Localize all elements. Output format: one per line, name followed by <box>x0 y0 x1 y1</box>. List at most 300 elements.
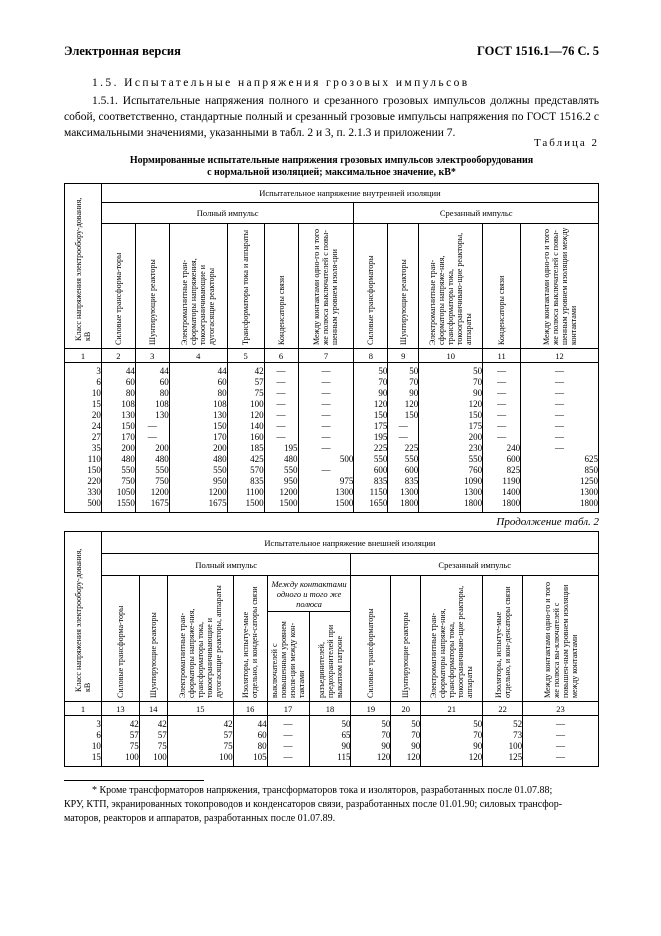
table-cell: 57 <box>167 730 233 741</box>
class-header-2: Класс напряжения электрообору-дования, кВ <box>73 548 92 692</box>
table-row <box>65 377 599 388</box>
column-number: 15 <box>167 702 233 716</box>
table-cell: 120 <box>227 410 264 421</box>
table-cell: 100 <box>167 752 233 767</box>
table-row <box>65 443 599 454</box>
table-cell: 3 <box>65 716 102 731</box>
header-left: Электронная версия <box>64 44 181 58</box>
table-cell: 835 <box>227 476 264 487</box>
table-cell: 73 <box>483 730 523 741</box>
table-2 <box>64 183 599 513</box>
table-cell: 60 <box>101 377 135 388</box>
table-cell: 150 <box>65 465 102 476</box>
table-cell: 42 <box>227 363 264 378</box>
table-row <box>65 388 599 399</box>
table-cell: 90 <box>309 741 351 752</box>
table-cell: 1300 <box>298 487 354 498</box>
table-row <box>65 432 599 443</box>
table-cell: 75 <box>139 741 167 752</box>
table-cell: 600 <box>388 465 419 476</box>
table-cell: 240 <box>483 443 521 454</box>
table-cell: — <box>521 410 599 421</box>
table-cell: 570 <box>227 465 264 476</box>
column-header-cell <box>101 224 135 349</box>
table-cell: 70 <box>354 377 388 388</box>
table-cell: — <box>521 399 599 410</box>
column-header-cell <box>135 224 169 349</box>
table-cell: — <box>267 741 309 752</box>
table-cell: 35 <box>65 443 102 454</box>
table-cell: — <box>135 421 169 432</box>
table-cell: — <box>267 716 309 731</box>
table-cell: 75 <box>227 388 264 399</box>
table-row <box>65 498 599 513</box>
column-header-cell <box>264 224 298 349</box>
table-cell: 200 <box>135 443 169 454</box>
column-header: Силовые трансформа-торы <box>115 605 125 698</box>
table-cell: 50 <box>354 363 388 378</box>
table-cell: 70 <box>388 377 419 388</box>
table-cell: 60 <box>169 377 227 388</box>
column-number: 18 <box>309 702 351 716</box>
table-cell: 750 <box>101 476 135 487</box>
table-cell: 1500 <box>264 498 298 513</box>
group-header-2: Испытательное напряжение внешней изоляции <box>101 532 598 554</box>
table-cell: 42 <box>167 716 233 731</box>
column-header: Шунтирующие реакторы <box>148 612 158 698</box>
column-header-cell <box>167 576 233 702</box>
cut-impulse-header-2: Срезанный импульс <box>351 554 599 576</box>
column-number: 23 <box>523 702 599 716</box>
table-cell: 825 <box>483 465 521 476</box>
column-number: 7 <box>298 349 354 363</box>
table-cell: 170 <box>169 432 227 443</box>
column-number: 5 <box>227 349 264 363</box>
table-cell: 150 <box>388 410 419 421</box>
table-cell: 550 <box>388 454 419 465</box>
footnote-rule <box>64 780 204 781</box>
column-number: 16 <box>233 702 267 716</box>
table-cell: 625 <box>521 454 599 465</box>
table-cell: 42 <box>101 716 139 731</box>
table-cell: 70 <box>391 730 421 741</box>
column-header: Электромагнитные тран-сформаторы напряже-ния, трансформаторы тока, токоограничиваю-щие реакторы, аппараты <box>429 585 475 698</box>
table-cell: 850 <box>521 465 599 476</box>
table-cell: 1090 <box>419 476 483 487</box>
footnote-line1: * Кроме трансформаторов напряжения, трансформаторов тока и изоляторов, разработанных после 01.07.88; <box>92 785 553 796</box>
column-header-cell <box>351 576 391 702</box>
table-cell: 100 <box>139 752 167 767</box>
table-cell: 130 <box>135 410 169 421</box>
column-header: Конденсаторы связи <box>497 275 507 345</box>
table-cell: 1675 <box>169 498 227 513</box>
table-cell: 1800 <box>419 498 483 513</box>
table-cell: 1200 <box>264 487 298 498</box>
table-cell: — <box>523 752 599 767</box>
table-cell: 1675 <box>135 498 169 513</box>
table-cell: 90 <box>391 741 421 752</box>
column-header: разъединителей, предохранителей при выкатном патроне <box>316 624 344 698</box>
table-cell: 1190 <box>483 476 521 487</box>
table-cell: 175 <box>354 421 388 432</box>
class-header-cell-2 <box>65 532 102 702</box>
column-header-cell <box>267 612 309 702</box>
table-row <box>65 410 599 421</box>
table-cell: 70 <box>351 730 391 741</box>
table-cell: — <box>388 432 419 443</box>
column-number: 2 <box>101 349 135 363</box>
table-cell: 110 <box>65 454 102 465</box>
column-number: 6 <box>264 349 298 363</box>
table-cell: 230 <box>419 443 483 454</box>
column-header-cell <box>483 576 523 702</box>
table-cell: 600 <box>354 465 388 476</box>
table-cell: — <box>523 716 599 731</box>
table-cell: 1300 <box>388 487 419 498</box>
table-cell: — <box>298 432 354 443</box>
column-header: Электромагнитные тран-сформаторы напряже-ния, трансформаторы тока, токоограничивающие и дугогасящие реакторы, аппараты <box>177 585 223 698</box>
column-header: Между контактами одно-го и того же полюса выключателей с повы-шенным уровнем изоляции между контактами <box>541 227 578 345</box>
table-cell: 108 <box>169 399 227 410</box>
table-cell: 65 <box>309 730 351 741</box>
table-cell: 1800 <box>388 498 419 513</box>
table-row <box>65 454 599 465</box>
table-cell: 125 <box>483 752 523 767</box>
table-cell: — <box>264 410 298 421</box>
table-cell: 950 <box>264 476 298 487</box>
table-cell: — <box>298 421 354 432</box>
table-cell: 175 <box>419 421 483 432</box>
column-header: Трансформаторы тока и аппараты <box>241 229 251 345</box>
table-cell: 185 <box>227 443 264 454</box>
table-cell: — <box>298 410 354 421</box>
table-row <box>65 730 599 741</box>
column-header-cell <box>388 224 419 349</box>
column-header-cell <box>523 576 599 702</box>
table-cell: — <box>483 399 521 410</box>
table-cell: 1500 <box>227 498 264 513</box>
table-cell: 550 <box>354 454 388 465</box>
column-header-cell <box>391 576 421 702</box>
column-number: 22 <box>483 702 523 716</box>
table-row <box>65 716 599 731</box>
table-cell: 60 <box>135 377 169 388</box>
table-cell: 550 <box>135 465 169 476</box>
table-cell: 1050 <box>101 487 135 498</box>
table-cell: — <box>483 377 521 388</box>
table-cell: 120 <box>388 399 419 410</box>
table-cell: 100 <box>101 752 139 767</box>
table-cell: — <box>521 443 599 454</box>
table-cell: 330 <box>65 487 102 498</box>
continuation-label: Продолжение табл. 2 <box>496 516 599 528</box>
table-cell: — <box>521 432 599 443</box>
table-cell: 1550 <box>101 498 135 513</box>
table-cell: — <box>483 363 521 378</box>
table-cell: — <box>521 388 599 399</box>
column-number: 13 <box>101 702 139 716</box>
column-header-cell <box>421 576 483 702</box>
table-cell: 105 <box>233 752 267 767</box>
column-number: 20 <box>391 702 421 716</box>
full-impulse-header: Полный импульс <box>101 203 353 224</box>
table-cell: 480 <box>101 454 135 465</box>
table-cell: 550 <box>101 465 135 476</box>
table-cell: 225 <box>388 443 419 454</box>
table-cell: — <box>523 730 599 741</box>
table-cell: — <box>264 399 298 410</box>
table-cell: 550 <box>264 465 298 476</box>
column-number: 19 <box>351 702 391 716</box>
table-cell: — <box>298 363 354 378</box>
table-cell: 90 <box>419 388 483 399</box>
column-header: Конденсаторы связи <box>276 275 286 345</box>
table-cell: — <box>264 377 298 388</box>
table-cell: 10 <box>65 741 102 752</box>
table-cell: 200 <box>419 432 483 443</box>
table-cell: 6 <box>65 377 102 388</box>
table-cell: 1400 <box>483 487 521 498</box>
table-cell: 140 <box>227 421 264 432</box>
table-cell: 975 <box>298 476 354 487</box>
table-cell: 80 <box>135 388 169 399</box>
table-row <box>65 399 599 410</box>
table-cell: 1800 <box>521 498 599 513</box>
table-cell: 750 <box>135 476 169 487</box>
table-row <box>65 465 599 476</box>
column-header-cell <box>309 612 351 702</box>
table-cell: 480 <box>135 454 169 465</box>
table-cell: 480 <box>169 454 227 465</box>
column-header: Электромагнитные тран-сформаторы напряжения, токоограничивающие и дугогасящие реакторы <box>180 258 217 345</box>
footnote-line2: КРУ, КТП, экранированных токопроводов и конденсаторов связи, разработанных после 01.01.90; силовых трансфор- <box>64 799 563 810</box>
table-cell: — <box>267 752 309 767</box>
table-cell: 44 <box>169 363 227 378</box>
table-cell: 120 <box>419 399 483 410</box>
table-cell: 950 <box>169 476 227 487</box>
table-cell: 1200 <box>135 487 169 498</box>
table-cell: — <box>264 388 298 399</box>
table-cell: 500 <box>298 454 354 465</box>
table-cell: 1300 <box>419 487 483 498</box>
column-header: Силовые трансформаторы <box>366 255 376 345</box>
table-cell: 6 <box>65 730 102 741</box>
table-cell: 1650 <box>354 498 388 513</box>
table-cell: 480 <box>264 454 298 465</box>
table-title-line1: Нормированные испытательные напряжения грозовых импульсов электрооборудования <box>129 155 534 166</box>
table-cell: 500 <box>65 498 102 513</box>
column-header: Силовые трансформаторы <box>366 608 376 698</box>
table-cell: 42 <box>139 716 167 731</box>
table-cell: 90 <box>421 741 483 752</box>
table-cell: 80 <box>233 741 267 752</box>
class-header: Класс напряжения электрообору-дования, кВ <box>73 197 92 341</box>
table-cell: 120 <box>354 399 388 410</box>
group-header: Испытательное напряжение внутренней изоляции <box>101 184 598 203</box>
table-cell: 50 <box>421 716 483 731</box>
table-cell: — <box>264 421 298 432</box>
table-cell: 170 <box>101 432 135 443</box>
table-cell: 130 <box>169 410 227 421</box>
table-cell: — <box>298 443 354 454</box>
table-cell: 108 <box>101 399 135 410</box>
column-number: 1 <box>65 349 102 363</box>
footnote-line3: маторов, реакторов и аппаратов, разработанных после 01.07.89. <box>64 813 336 824</box>
table-cell: — <box>298 399 354 410</box>
table-label: Таблица 2 <box>533 137 599 149</box>
table-cell: 200 <box>169 443 227 454</box>
column-header-cell <box>298 224 354 349</box>
table-cell: 120 <box>391 752 421 767</box>
table-cell: — <box>483 410 521 421</box>
table-cell: 550 <box>169 465 227 476</box>
table-cell: 1300 <box>521 487 599 498</box>
table-cell: — <box>298 465 354 476</box>
column-header: Шунтирующие реакторы <box>398 259 408 345</box>
column-number: 14 <box>139 702 167 716</box>
table-cell: — <box>521 421 599 432</box>
table-cell: 57 <box>139 730 167 741</box>
table-cell: 3 <box>65 363 102 378</box>
table-row <box>65 421 599 432</box>
column-header: Шунтирующие реакторы <box>147 259 157 345</box>
table-cell: 120 <box>351 752 391 767</box>
table-cell: 50 <box>388 363 419 378</box>
table-cell: 60 <box>233 730 267 741</box>
table-2-continued <box>64 531 599 767</box>
column-number: 11 <box>483 349 521 363</box>
column-header-cell <box>101 576 139 702</box>
table-cell: 100 <box>483 741 523 752</box>
table-cell: 44 <box>233 716 267 731</box>
column-header: Между контактами одно-го и того же полюса вы-ключателей с повышен-ным уровнем изоляции между контактами <box>542 582 579 698</box>
column-number: 10 <box>419 349 483 363</box>
column-header: выключателей с повышенным уровнем изоля-ции между кон-тактами <box>270 621 307 698</box>
column-number: 3 <box>135 349 169 363</box>
table-cell: 75 <box>101 741 139 752</box>
table-cell: 600 <box>483 454 521 465</box>
table-cell: — <box>298 377 354 388</box>
table-cell: 70 <box>419 377 483 388</box>
table-cell: 90 <box>351 741 391 752</box>
table-title-line2: с нормальной изоляцией; максимальное значение, кВ* <box>207 167 456 178</box>
table-cell: 50 <box>309 716 351 731</box>
table-cell: — <box>521 377 599 388</box>
table-cell: — <box>298 388 354 399</box>
table-cell: 70 <box>421 730 483 741</box>
column-header: Шунтирующие реакторы <box>401 612 411 698</box>
table-cell: — <box>483 421 521 432</box>
table-cell: 20 <box>65 410 102 421</box>
table-cell: 760 <box>419 465 483 476</box>
column-number: 1 <box>65 702 102 716</box>
section-paragraph: 1.5.1. Испытательные напряжения полного и срезанного грозовых импульсов должны представлять собой, соответственно, стандартные полный и срезанный грозовые импульсы напряжения по ГОСТ 1516.2 с максимальными значениями, указанными в табл. 2 и 3, п. 2.1.3 и приложении 7. <box>64 95 599 139</box>
table-cell: 220 <box>65 476 102 487</box>
table-row <box>65 741 599 752</box>
table-cell: 80 <box>101 388 135 399</box>
table-cell: — <box>483 388 521 399</box>
column-number: 8 <box>354 349 388 363</box>
full-impulse-header-2: Полный импульс <box>101 554 351 576</box>
table-row <box>65 476 599 487</box>
table-cell: 10 <box>65 388 102 399</box>
table-cell: 108 <box>135 399 169 410</box>
table-cell: — <box>483 432 521 443</box>
column-number: 12 <box>521 349 599 363</box>
table-cell: — <box>388 421 419 432</box>
table-cell: 1800 <box>483 498 521 513</box>
between-contacts-header: Между контактами одного и того же полюса <box>267 576 351 612</box>
class-header-cell <box>65 184 102 349</box>
table-cell: 115 <box>309 752 351 767</box>
table-cell: 150 <box>419 410 483 421</box>
table-cell: 57 <box>101 730 139 741</box>
table-cell: 52 <box>483 716 523 731</box>
table-cell: 57 <box>227 377 264 388</box>
table-cell: 1150 <box>354 487 388 498</box>
table-cell: 15 <box>65 752 102 767</box>
table-cell: 195 <box>354 432 388 443</box>
column-header-cell <box>169 224 227 349</box>
column-header: Электромагнитные тран-сформаторы напряже-ния, трансформаторы тока, токоограничиваю-щие реакторы, аппараты <box>428 232 474 345</box>
table-cell: 150 <box>101 421 135 432</box>
table-cell: 150 <box>354 410 388 421</box>
table-cell: 100 <box>227 399 264 410</box>
table-row <box>65 752 599 767</box>
table-cell: — <box>521 363 599 378</box>
table-cell: 835 <box>388 476 419 487</box>
header-right: ГОСТ 1516.1—76 С. 5 <box>476 44 599 58</box>
table-cell: 27 <box>65 432 102 443</box>
column-header-cell <box>354 224 388 349</box>
column-number: 21 <box>421 702 483 716</box>
table-cell: — <box>264 363 298 378</box>
table-cell: 50 <box>391 716 421 731</box>
table-cell: 200 <box>101 443 135 454</box>
footnote <box>64 784 604 826</box>
table-cell: 550 <box>419 454 483 465</box>
table-cell: 90 <box>388 388 419 399</box>
table-cell: — <box>267 730 309 741</box>
column-number: 17 <box>267 702 309 716</box>
table-cell: 1500 <box>298 498 354 513</box>
table-row <box>65 487 599 498</box>
table-cell: 195 <box>264 443 298 454</box>
table-cell: 50 <box>351 716 391 731</box>
table-cell: 75 <box>167 741 233 752</box>
table-cell: 24 <box>65 421 102 432</box>
column-header: Изоляторы, испытуе-мые отдельно, и кон-денсаторы связи <box>493 586 512 698</box>
table-cell: — <box>523 741 599 752</box>
table-cell: 44 <box>101 363 135 378</box>
table-cell: 44 <box>135 363 169 378</box>
table-cell: 90 <box>354 388 388 399</box>
column-header: Силовые трансформа-торы <box>113 252 123 345</box>
column-header-cell <box>483 224 521 349</box>
table-cell: 50 <box>419 363 483 378</box>
table-cell: 150 <box>169 421 227 432</box>
table-cell: 1250 <box>521 476 599 487</box>
table-cell: 15 <box>65 399 102 410</box>
table-cell: 160 <box>227 432 264 443</box>
table-cell: 425 <box>227 454 264 465</box>
column-header-cell <box>419 224 483 349</box>
column-header: Изоляторы, испытуе-мые отдельно, и конден-саторы связи <box>241 586 260 698</box>
table-cell: — <box>135 432 169 443</box>
column-number: 9 <box>388 349 419 363</box>
table-cell: 1200 <box>169 487 227 498</box>
table-cell: 1100 <box>227 487 264 498</box>
